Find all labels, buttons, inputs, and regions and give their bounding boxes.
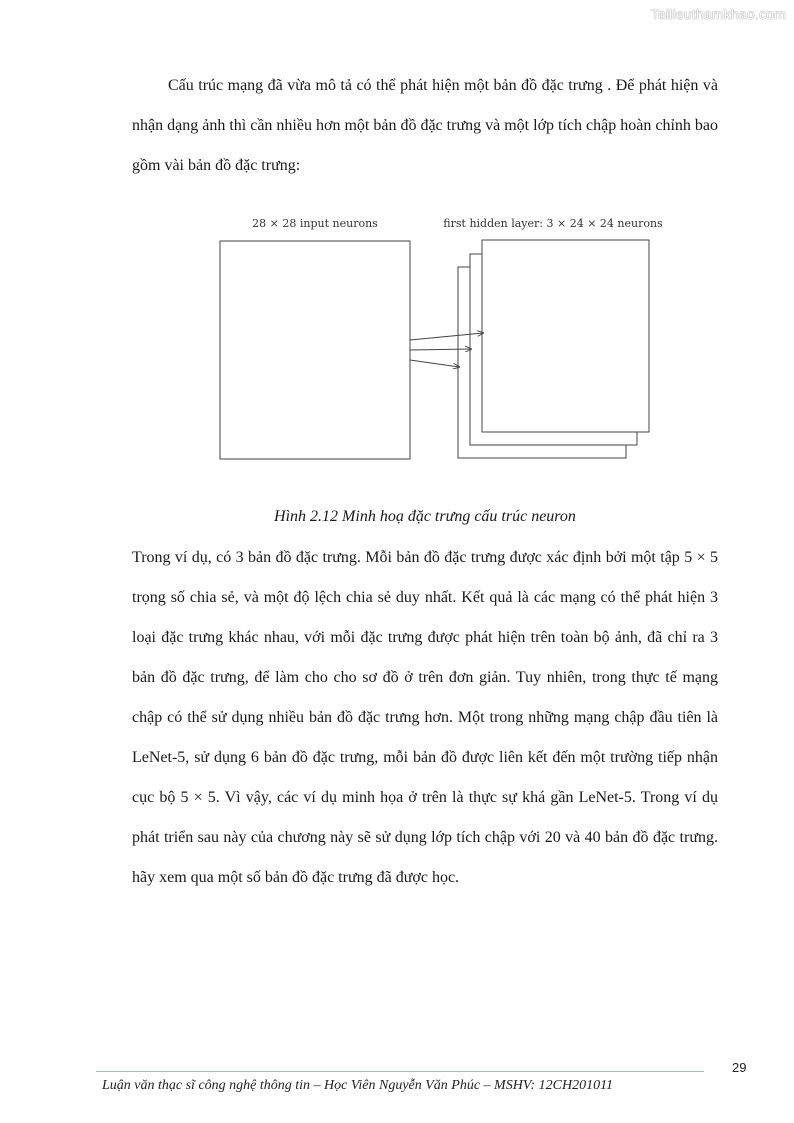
input-neurons-grid	[220, 241, 410, 459]
body-paragraph-explanation: Trong ví dụ, có 3 bản đồ đặc trưng. Mỗi bản đồ đặc trưng được xác định bởi một tập 5 × 5 trọng số chia sẻ, và một độ lệch chia sẻ duy nhất. Kết quả là các mạng có thể phát hiện 3 loại đặc trưng khác nhau, với mỗi đặc trưng được phát hiện trên toàn bộ ảnh, đã chỉ ra 3 bản đồ đặc trưng, để làm cho cho sơ đồ ở trên đơn giản. Tuy nhiên, trong thực tế mạng chập có thể sử dụng nhiều bản đồ đặc trưng hơn. Một trong những mạng chập đầu tiên là LeNet-5, sử dụng 6 bản đồ đặc trưng, mỗi bản đồ được liên kết đến một trường tiếp nhận cục bộ 5 × 5. Vì vậy, các ví dụ minh họa ở trên là thực sự khá gần LeNet-5. Trong ví dụ phát triển sau này của chương này sẽ sử dụng lớp tích chập với 20 và 40 bản đồ đặc trưng. hãy xem qua một số bản đồ đặc trưng đã được học.	[132, 549, 718, 886]
footer-divider	[96, 1071, 704, 1072]
watermark: Tailieuthamkhao.com	[650, 6, 786, 22]
body-paragraph-intro: Cấu trúc mạng đã vừa mô tả có thể phát hiện một bản đồ đặc trưng . Để phát hiện và nhận dạng ảnh thì cần nhiều hơn một bản đồ đặc trưng và một lớp tích chập hoàn chỉnh bao gồm vài bản đồ đặc trưng:	[132, 77, 718, 174]
figure-diagram	[200, 205, 680, 470]
footer-thesis-info: Luận văn thạc sĩ công nghệ thông tin – Học Viên Nguyễn Văn Phúc – MSHV: 12CH201011	[102, 1078, 614, 1093]
feature-map-front	[482, 240, 649, 432]
connection-arrow-back	[410, 360, 459, 367]
figure-neuron-structure	[200, 205, 680, 470]
figure-caption: Hình 2.12 Minh hoạ đặc trưng cấu trúc neuron	[274, 508, 576, 525]
page-number: 29	[732, 1060, 747, 1075]
hidden-layer-label: first hidden layer: 3 × 24 × 24 neurons	[443, 217, 663, 230]
input-layer-label: 28 × 28 input neurons	[252, 217, 378, 230]
